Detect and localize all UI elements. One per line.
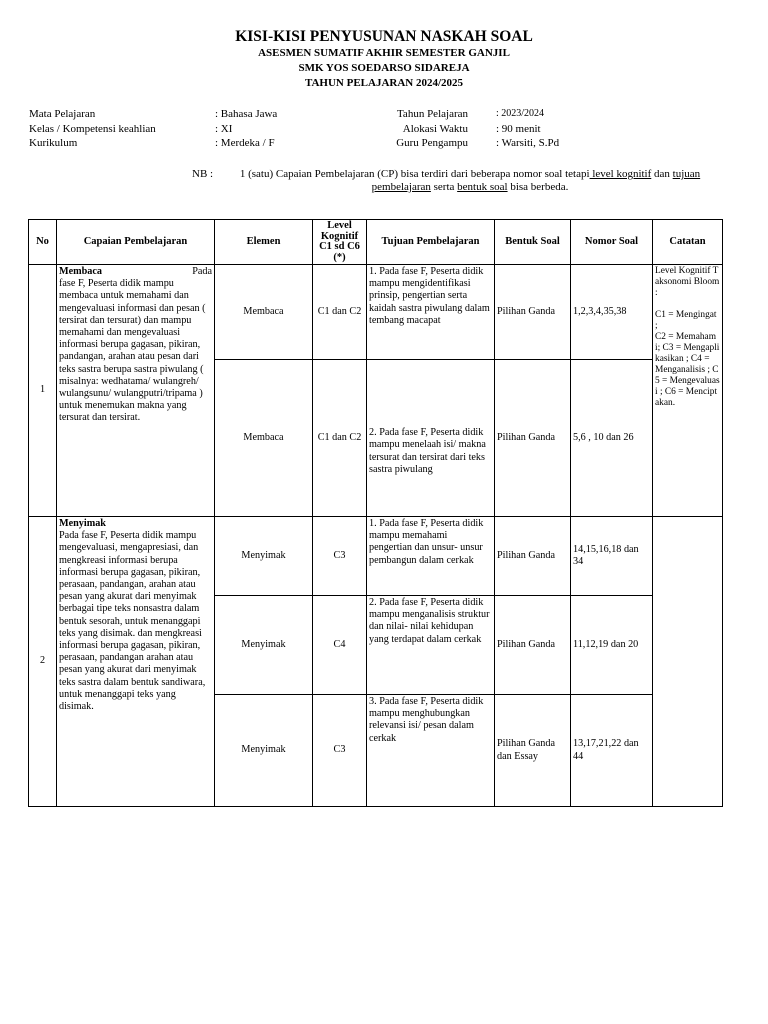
nb-note [232, 168, 708, 194]
document-title: KISI-KISI PENYUSUNAN NASKAH SOAL [235, 28, 533, 45]
nb-text-a: 1 (satu) Capaian Pembelajaran (CP) bisa terdiri dari beberapa nomor soal tetapi [239, 168, 590, 180]
capaian-title: Membaca [59, 266, 102, 277]
info-value-class: : XI [215, 122, 233, 135]
info-left-values [215, 107, 375, 151]
nb-text-c: serta [430, 181, 458, 193]
header-elemen: Elemen [215, 220, 313, 265]
nb-label: NB : [192, 168, 214, 180]
catatan-empty-cell [653, 517, 723, 807]
nb-underline-level: level kognitif [589, 168, 652, 180]
table-header-row [29, 220, 723, 265]
nb-underline-bentuk: bentuk soal [457, 181, 508, 193]
capaian-text: Pada fase F, Peserta didik mampu mengevaluasi, mengapresiasi, dan mengkreasi informasi berupa informasi berupa gagasan, pikiran, perasaan, pandangan, arahan atau pesan yang akurat dari menyimak berbagai tipe teks nonsastra dalam bentuk sesorah, untuk menanggapi teks yang disimak. dan mengkreasi informasi berupa gagasan, pikiran, perasaan, pandangan arahan atau pesan yang akurat dari menyimak teks sastra dalam bentuk sandiwara, untuk menanggapi teks yang disimak. [59, 530, 206, 713]
elemen-cell: Menyimak [215, 596, 313, 695]
info-right-values [496, 107, 656, 151]
elemen-cell: Menyimak [215, 695, 313, 807]
academic-year: TAHUN PELAJARAN 2024/2025 [304, 77, 464, 89]
header-nomor: Nomor Soal [571, 220, 653, 265]
bentuk-cell: Pilihan Ganda [495, 517, 571, 596]
tujuan-cell: 2. Pada fase F, Peserta didik mampu menelaah isi/ makna tersurat dan tersirat dari teks sastra piwulang [367, 360, 495, 517]
nb-underline-tujuan: tujuan pembelajaran [371, 168, 701, 193]
tujuan-cell: 3. Pada fase F, Peserta didik mampu menghubungkan relevansi isi/ pesan dalam cerkak [367, 695, 495, 807]
nomor-cell: 5,6 , 10 dan 26 [571, 360, 653, 517]
info-value-year: : 2023/2024 [496, 108, 545, 119]
elemen-cell: Membaca [215, 265, 313, 360]
nomor-cell: 13,17,21,22 dan 44 [571, 695, 653, 807]
kisi-kisi-table [28, 219, 723, 807]
nomor-cell: 1,2,3,4,35,38 [571, 265, 653, 360]
level-cell: C4 [313, 596, 367, 695]
info-value-teacher: : Warsiti, S.Pd [496, 137, 560, 149]
nomor-cell: 14,15,16,18 dan 34 [571, 517, 653, 596]
info-label-teacher: Guru Pengampu [396, 137, 468, 149]
tujuan-cell: 1. Pada fase F, Peserta didik mampu mengidentifikasi prinsip, pengertian serta kaidah sastra piwulang dalam tembang macapat [367, 265, 495, 360]
bentuk-cell: Pilihan Ganda [495, 360, 571, 517]
capaian-cell [57, 517, 215, 807]
capaian-text: fase F, Peserta didik mampu membaca untuk memahami dan mengevaluasi informasi dan pesan ( tersirat dan tersurat) dan mampu memahami dan mengevaluasi informasi berupa gagasan, pikiran, pandangan, arahan atau pesan dari teks sastra berupa sastra piwulang ( misalnya: wedhatama/ wulangreh/ wulangsunu/ wulangputri/tripama ) untuk menemukan makna yang tersurat dan tersirat. [59, 278, 206, 424]
header-tujuan: Tujuan Pembelajaran [367, 220, 495, 265]
info-label-year: Tahun Pelajaran [396, 108, 468, 120]
elemen-cell: Membaca [215, 360, 313, 517]
header-level: Level Kognitif C1 sd C6 (*) [313, 220, 367, 265]
table-row [29, 265, 723, 360]
header-bentuk: Bentuk Soal [495, 220, 571, 265]
elemen-cell: Menyimak [215, 517, 313, 596]
assessment-name: ASESMEN SUMATIF AKHIR SEMESTER GANJIL [258, 47, 510, 59]
table-row [29, 517, 723, 596]
row-no: 1 [29, 265, 57, 517]
nb-text-b: dan [651, 168, 673, 180]
info-value-subject: : Bahasa Jawa [215, 108, 278, 120]
bentuk-cell: Pilihan Ganda [495, 265, 571, 360]
header-no: No [29, 220, 57, 265]
capaian-title: Menyimak [59, 518, 106, 529]
level-cell: C3 [313, 695, 367, 807]
tujuan-cell: 1. Pada fase F, Peserta didik mampu memahami pengertian dan unsur- unsur pembangun dalam cerkak [367, 517, 495, 596]
catatan-text: Level Kognitif Taksonomi Bloom : C1 = Mengingat ; C2 = Memahami; C3 = Mengaplikasikan ; C4 = Menganalisis ; C5 = Mengevaluasi ; C6 = Menciptakan. [655, 266, 720, 408]
header-catatan: Catatan [653, 220, 723, 265]
catatan-cell [653, 265, 723, 517]
row-no: 2 [29, 517, 57, 807]
level-cell: C3 [313, 517, 367, 596]
header-capaian: Capaian Pembelajaran [57, 220, 215, 265]
info-right-labels [380, 107, 468, 151]
school-name: SMK YOS SOEDARSO SIDAREJA [298, 62, 470, 74]
bentuk-cell: Pilihan Ganda dan Essay [495, 695, 571, 807]
level-cell: C1 dan C2 [313, 265, 367, 360]
info-value-curriculum: : Merdeka / F [215, 137, 275, 149]
tujuan-cell: 2. Pada fase F, Peserta didik mampu menganalisis struktur dan nilai- nilai kehidupan yang terdapat dalam cerkak [367, 596, 495, 695]
info-label-class: Kelas / Kompetensi keahlian [29, 122, 156, 135]
info-value-time: : 90 menit [496, 122, 541, 135]
info-label-curriculum: Kurikulum [29, 137, 78, 149]
capaian-cell: Membaca Pada fase F, Peserta didik mampu membaca untuk memahami dan mengevaluasi informasi dan pesan ( tersirat dan tersurat) dan mampu memahami dan mengevaluasi informasi berupa gagasan, pikiran, pandangan, arahan atau pesan dari teks sastra berupa sastra piwulang ( misalnya: wedhatama/ wulangreh/ wulangsunu/ wulangputri/tripama ) untuk menemukan makna yang tersurat dan tersirat. [57, 265, 215, 517]
level-cell: C1 dan C2 [313, 360, 367, 517]
info-left-labels [29, 107, 189, 151]
nb-text-d: bisa berbeda. [507, 181, 569, 193]
bentuk-cell: Pilihan Ganda [495, 596, 571, 695]
info-label-time: Alokasi Waktu [402, 122, 468, 135]
nomor-cell: 11,12,19 dan 20 [571, 596, 653, 695]
info-label-subject: Mata Pelajaran [29, 108, 96, 120]
document-header [0, 28, 768, 91]
